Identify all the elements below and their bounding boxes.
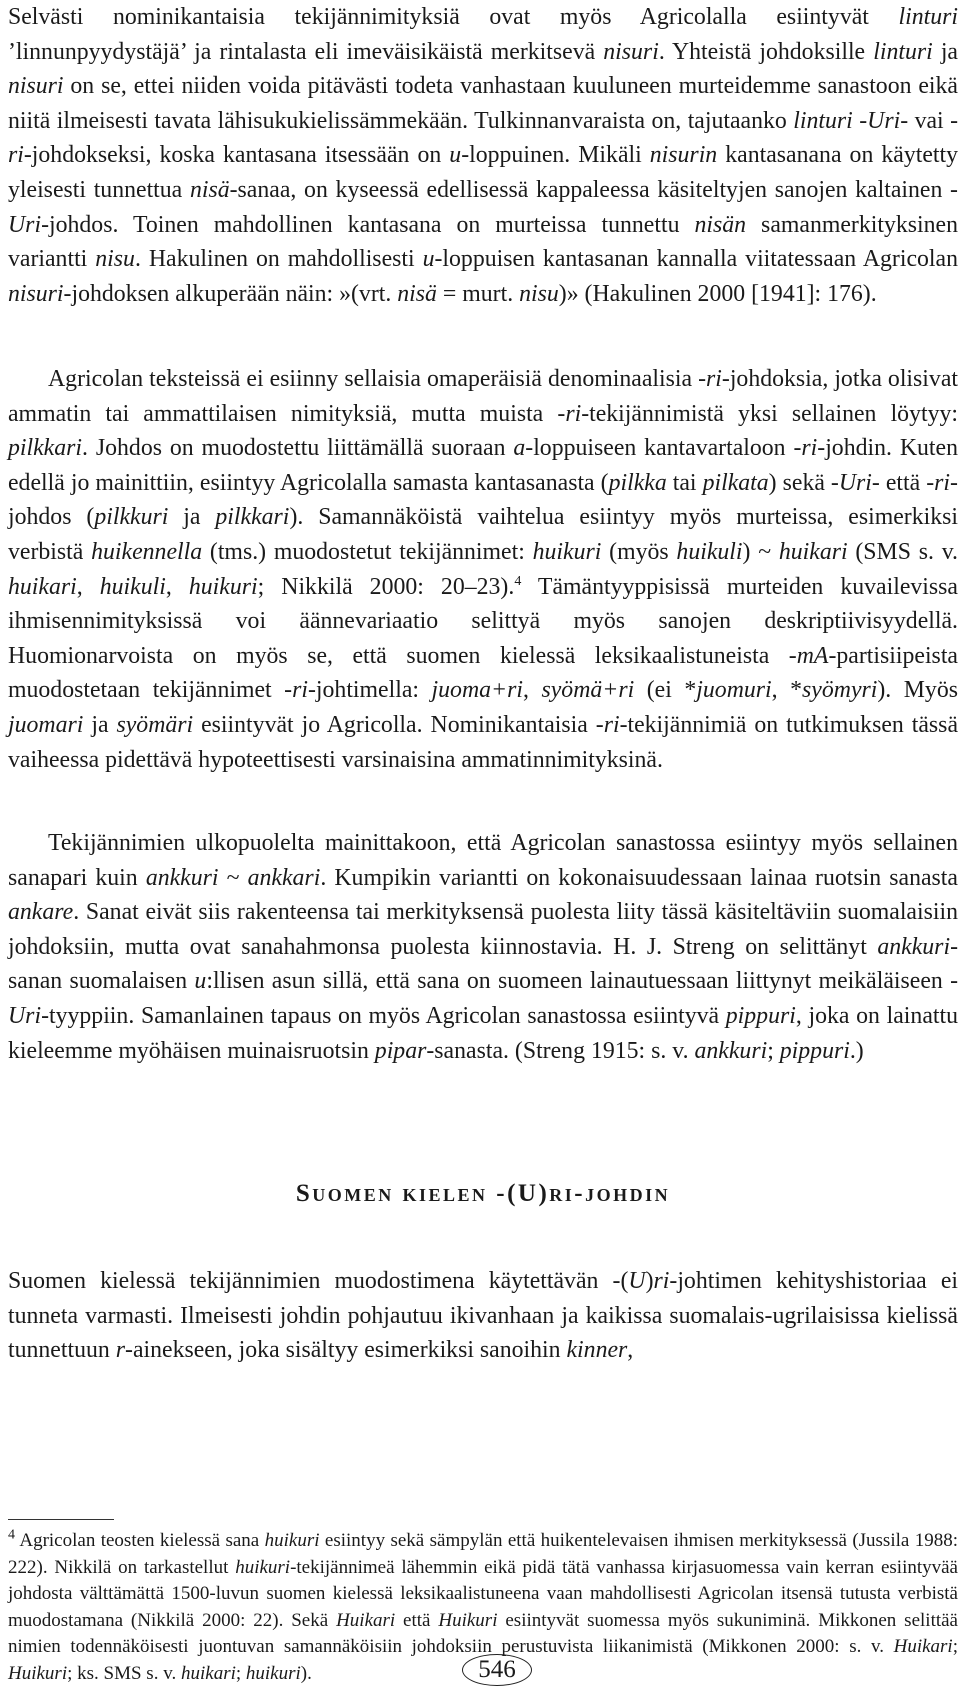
italic-term: Uri xyxy=(8,1002,42,1029)
text-run: -johdin. Kuten edellä jo mainittiin, esiintyy Agricolalla samasta kantasanasta ( xyxy=(8,435,958,496)
italic-term: linturi xyxy=(873,38,933,65)
text-run: -tekijännimeä lähemmin eikä pidä tätä vanhassa kirjasuomessa vain kerran esiintyvää johdosta välttämättä 1500-luvun suomen kielessä leksikaalistuneena vaan mahdollisesti Agricolan itsensä tutusta verbistä muodostamana (Nikkilä 2000: 22). Sekä xyxy=(8,1556,958,1631)
italic-term: nisuri xyxy=(8,280,64,307)
italic-term: pilkka xyxy=(608,469,667,496)
italic-term: huikuri xyxy=(188,573,258,600)
italic-term: ri xyxy=(934,469,951,496)
italic-term: syömyri xyxy=(802,677,878,704)
text-run: ; ks. SMS s. v. xyxy=(67,1662,181,1684)
text-run: -johdos ( xyxy=(8,469,958,531)
italic-term: huikennella xyxy=(91,538,203,565)
italic-term: kinner xyxy=(566,1337,628,1364)
italic-term: Huikuri xyxy=(438,1609,498,1631)
page-number: 546 xyxy=(478,1656,516,1683)
text-run: ; xyxy=(767,1037,780,1064)
italic-term: ankkuri xyxy=(877,933,951,960)
text-run: kantasanana on käytetty yleisesti tunnettua xyxy=(8,142,959,203)
text-run: esiintyvät jo Agricolla. Nominikantaisia - xyxy=(193,711,604,738)
italic-term: huikari xyxy=(8,573,77,600)
text-run: esiintyy sekä sämpylän että huikentelevaisen ihmisen merkityksessä (Jussila 1988: 222). Nikkilä on tarkastellut xyxy=(8,1530,958,1578)
italic-term: ri xyxy=(8,142,24,169)
italic-term: huikuli xyxy=(676,538,743,565)
italic-term: Uri xyxy=(867,107,901,134)
italic-term: pilkata xyxy=(702,469,769,496)
text-run: . Johdos on muodostettu liittämällä suoraan xyxy=(82,435,514,462)
text-run: , * xyxy=(771,677,803,704)
text-run: ’linnunpyydystäjä’ ja rintalasta eli imeväisikäistä merkitsevä xyxy=(8,38,604,65)
italic-term: u xyxy=(194,968,207,995)
footnote-ref: 4 xyxy=(8,1527,15,1543)
text-run: , xyxy=(76,573,100,600)
text-run: (ei * xyxy=(634,677,697,704)
text-run: ja xyxy=(168,504,216,531)
italic-term: Huikuri xyxy=(8,1662,68,1684)
text-run: -tekijännimiä on tutkimuksen tässä vaiheessa pidettävä hypoteettisesti varsinaisina ammatinnimityksinä. xyxy=(8,711,959,773)
text-run: -sanasta. (Streng 1915: s. v. xyxy=(426,1037,695,1064)
italic-term: pilkkari xyxy=(8,435,83,462)
text-run: Tekijännimien ulkopuolelta mainittakoon, että Agricolan sanastossa esiintyy myös sellainen sanapari kuin xyxy=(8,830,958,891)
italic-term: syömä+ri xyxy=(541,677,635,704)
italic-term: pippuri xyxy=(779,1037,850,1064)
text-run: (myös xyxy=(601,538,677,565)
text-run: ) ~ xyxy=(742,538,779,565)
page-number-oval xyxy=(462,1654,532,1686)
text-run: -johdos. Toinen mahdollinen kantasana on murteissa tunnettu xyxy=(41,211,695,238)
text-run: Tämäntyyppisissä murteiden kuvailevissa ihmisennimityksissä voi äännevariaatio selittyä myös sanojen deskriptiivisyydellä. Huomionarvoista on myös se, että suomen kielessä leksikaalistuneista - xyxy=(8,573,958,669)
text-run: ). Myös xyxy=(877,677,958,704)
text-run: Suomen kielessä tekijännimien muodostimena käytettävän -( xyxy=(8,1268,629,1294)
text-run: (SMS s. v. xyxy=(847,538,958,565)
italic-term: nisuri xyxy=(603,38,659,65)
text-run: . Sanat eivät siis rakenteensa tai merkityksensä puolesta liity tässä käsiteltäviin suomalaisiin johdoksiin, mutta ovat sanahahmonsa puolesta kiinnostavia. H. J. Streng on selittänyt xyxy=(8,899,958,960)
italic-term: huikuri xyxy=(532,538,602,565)
body-paragraph-4 xyxy=(8,1264,958,1368)
italic-term: mA xyxy=(796,642,829,669)
text-run: ja xyxy=(83,711,117,738)
text-run: -tekijännimistä yksi sellainen löytyy: xyxy=(581,400,958,427)
text-run: (tms.) muodostetut tekijännimet: xyxy=(202,538,533,565)
italic-term: pippuri xyxy=(725,1002,796,1029)
italic-term: huikuli xyxy=(99,573,166,600)
italic-term: a xyxy=(513,435,526,462)
text-run: )» (Hakulinen 2000 [1941]: 176). xyxy=(558,280,877,307)
italic-term: U xyxy=(628,1268,646,1294)
italic-term: huikuri xyxy=(264,1530,320,1551)
text-run: - että - xyxy=(871,469,935,496)
italic-term: nisä xyxy=(397,280,437,307)
italic-term: pipar xyxy=(374,1037,427,1064)
text-run: ) xyxy=(645,1268,654,1294)
body-paragraph-2 xyxy=(8,362,958,777)
italic-term: Uri xyxy=(8,211,42,238)
section-heading: Suomen kielen -(U)ri-johdin xyxy=(295,1180,671,1207)
text-run: -tyyppiin. Samanlainen tapaus on myös Agricolan sanastossa esiintyvä xyxy=(41,1002,726,1029)
italic-term: juomuri xyxy=(696,677,772,704)
text-run: ) sekä - xyxy=(768,469,839,496)
text-run: ; xyxy=(952,1636,958,1658)
text-run: , xyxy=(522,677,542,704)
italic-term: nisu xyxy=(95,246,135,273)
text-run: -johtimen kehityshistoriaa ei tunneta varmasti. Ilmeisesti johdin pohjautuu ikivanhaan ja kaikissa suomalais-ugrilaisissa kielissä tunnettuun xyxy=(8,1268,958,1364)
italic-term: Uri xyxy=(838,469,872,496)
italic-term: ankkari xyxy=(247,864,321,891)
italic-term: Huikari xyxy=(336,1609,396,1631)
italic-term: ri xyxy=(292,677,308,704)
text-run: - xyxy=(852,107,868,134)
italic-term: pilkkari xyxy=(215,504,290,531)
text-run: -sanan suomalaisen xyxy=(8,933,958,995)
italic-term: ri xyxy=(801,435,818,462)
italic-term: ri xyxy=(706,366,722,392)
text-run: samanmerkityksinen variantti xyxy=(8,211,959,273)
text-run: ; xyxy=(235,1662,246,1684)
text-run: -sanaa, on kyseessä edellisessä kappaleessa käsiteltyjen sanojen kaltainen - xyxy=(229,176,958,203)
italic-term: ri xyxy=(565,400,582,427)
italic-term: juoma+ri xyxy=(431,677,523,704)
text-run: - vai - xyxy=(900,107,958,134)
text-run: ; Nikkilä 2000: 20–23). xyxy=(257,573,515,600)
text-run: :llisen asun sillä, että sana on suomeen lainautuessaan liittynyt meikäläiseen - xyxy=(206,968,958,995)
italic-term: juomari xyxy=(8,711,84,738)
italic-term: linturi xyxy=(793,107,853,134)
body-paragraph-1 xyxy=(8,0,958,311)
text-run: ja xyxy=(932,38,958,65)
text-run: Agricolan teosten kielessä sana xyxy=(15,1530,265,1551)
italic-term: nisu xyxy=(519,280,559,307)
italic-term: nisä xyxy=(189,176,230,203)
italic-term: huikari xyxy=(778,538,848,565)
italic-term: ri xyxy=(603,711,620,738)
italic-term: syömäri xyxy=(116,711,194,738)
italic-term: linturi xyxy=(898,4,958,30)
text-run: . Yhteistä johdoksille xyxy=(658,38,874,65)
italic-term: u xyxy=(422,246,435,273)
text-run: esiintyvät suomessa myös sukuniminä. Mikkonen selittää nimien todennäköisesti juontuvan samannäköisiin johdoksiin perustuvista liikanimistä (Mikkonen 2000: s. v. xyxy=(8,1609,958,1658)
body-paragraph-3 xyxy=(8,826,958,1068)
italic-term: u xyxy=(449,142,462,169)
text-run: -loppuisen kantasanan kannalla viitatessaan Agricolan xyxy=(434,246,958,273)
text-run: ). Samannäköistä vaihtelua esiintyy myös murteissa, esimerkiksi verbistä xyxy=(8,504,958,565)
text-run: , joka on lainattu kieleemme myöhäisen muinaisruotsin xyxy=(8,1002,959,1064)
text-run: , xyxy=(627,1337,634,1364)
italic-term: pilkkuri xyxy=(94,504,169,531)
italic-term: nisuri xyxy=(8,73,64,100)
italic-term: huikuri xyxy=(245,1662,301,1684)
text-run: että xyxy=(395,1609,439,1631)
text-run: = murt. xyxy=(436,280,520,307)
footnote-ref: 4 xyxy=(514,573,522,589)
text-run: -ainekseen, joka sisältyy esimerkiksi sanoihin xyxy=(125,1337,567,1364)
text-run: ). xyxy=(300,1662,312,1684)
text-run: -johdoksia, jotka olisivat ammatin tai ammattilaisen nimityksiä, mutta muista - xyxy=(8,366,958,427)
text-run: -johdokseksi, koska kantasana itsessään on xyxy=(23,142,450,169)
text-run: -johdoksen alkuperään näin: »(vrt. xyxy=(63,280,398,307)
text-run: .) xyxy=(849,1037,864,1064)
italic-term: ankkuri xyxy=(694,1037,768,1064)
italic-term: ri xyxy=(653,1268,670,1294)
italic-term: ankkuri xyxy=(145,864,219,891)
text-run: on se, ettei niiden voida pitävästi todeta vanhastaan kuuluneen murteidemme sanastoon eikä niitä ilmeisesti tavata lähisukukielissämmekään. Tulkinnanvaraista on, tajutaanko xyxy=(8,73,958,134)
text-run: tai xyxy=(666,469,703,496)
text-run: -loppuiseen kantavartaloon - xyxy=(525,435,802,462)
text-run: -johtimella: xyxy=(307,677,432,704)
text-run: Agricolan teksteissä ei esiinny sellaisia omaperäisiä denominaalisia - xyxy=(48,366,707,392)
text-run: ~ xyxy=(218,864,248,891)
italic-term: huikuri xyxy=(235,1556,291,1578)
text-run: , xyxy=(165,573,189,600)
text-run: -loppuinen. Mikäli xyxy=(461,142,650,169)
text-run: Selvästi nominikantaisia tekijännimityksiä ovat myös Agricolalla esiintyvät xyxy=(8,4,899,30)
italic-term: nisurin xyxy=(649,142,718,169)
italic-term: nisän xyxy=(694,211,747,238)
text-run: . Kumpikin variantti on kokonaisuudessaan lainaa ruotsin sanasta xyxy=(320,864,958,891)
footnote-divider xyxy=(8,1519,114,1520)
text-run: -partisiipeista muodostetaan tekijännimet - xyxy=(8,642,958,704)
text-run: . Hakulinen on mahdollisesti xyxy=(134,246,423,273)
italic-term: huikari xyxy=(180,1662,236,1684)
italic-term: r xyxy=(115,1337,126,1364)
italic-term: Huikari xyxy=(893,1636,953,1658)
italic-term: ankare xyxy=(8,899,74,926)
